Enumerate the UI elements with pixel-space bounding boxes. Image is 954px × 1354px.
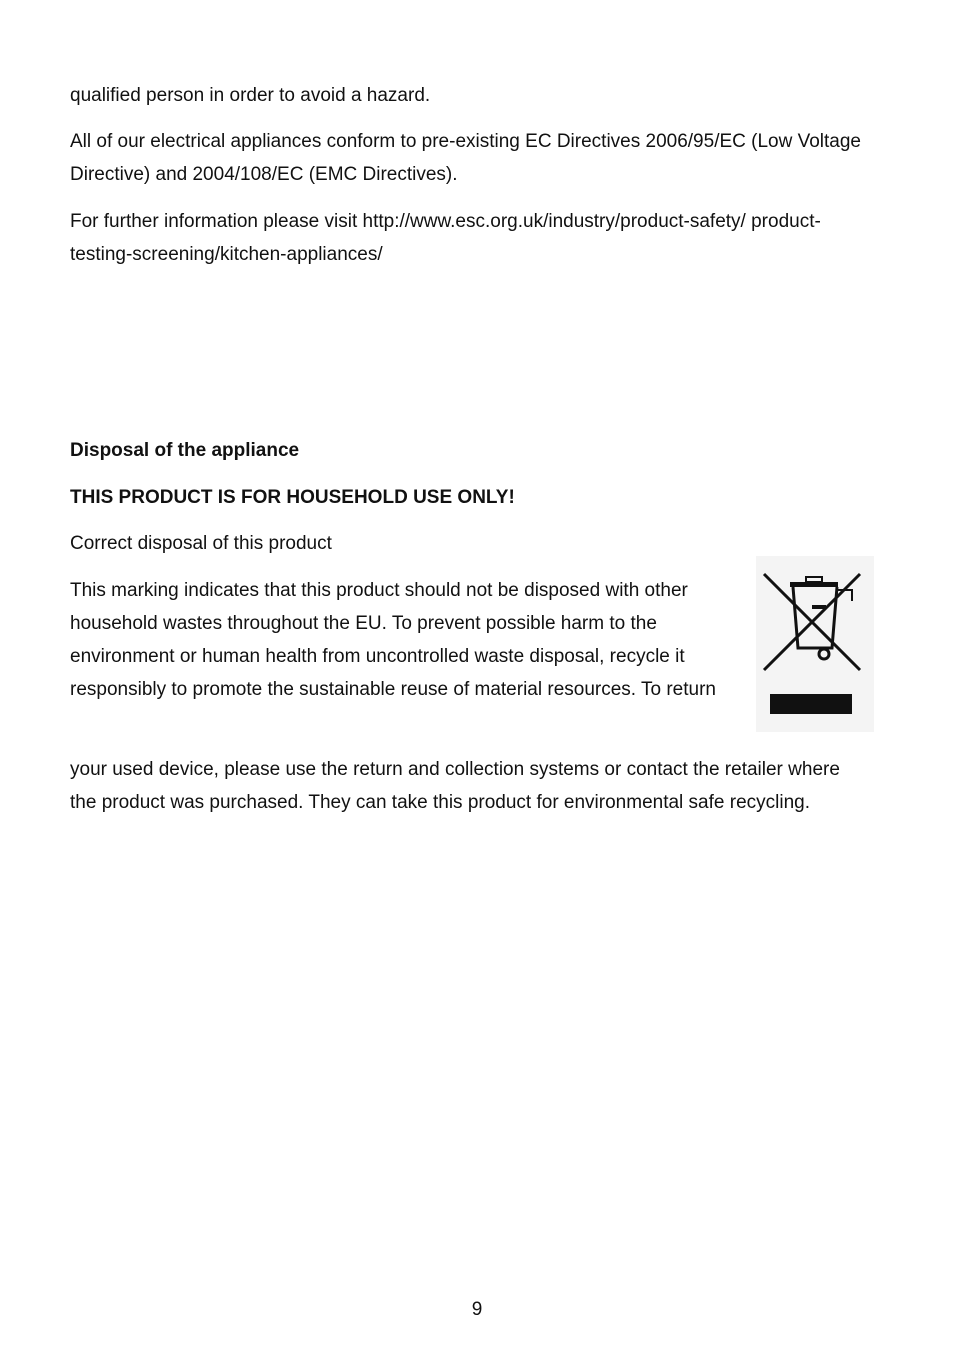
paragraph-marking-indicates: This marking indicates that this product should not be disposed with other household wastes throughout the EU. To prevent possible harm to the environment or human health from uncontrolled waste disposal, recycle it responsibly to promote the sustainable reuse of material resources. To return xyxy=(70,580,716,700)
paragraph-ec-directives: All of our electrical appliances conform to pre-existing EC Directives 2006/95/EC (Low Voltage Directive) and 2004/108/EC (EMC Directives). xyxy=(70,131,861,185)
paragraph-qualified-person: qualified person in order to avoid a hazard. xyxy=(70,85,431,106)
heading-disposal: Disposal of the appliance xyxy=(70,440,300,461)
paragraph-return-device: your used device, please use the return and collection systems or contact the retailer where the product was purchased. They can take this product for environmental safe recycling. xyxy=(70,759,840,813)
weee-symbol-graphic xyxy=(756,556,874,732)
page-number: 9 xyxy=(471,1299,483,1320)
paragraph-correct-disposal: Correct disposal of this product xyxy=(70,533,332,554)
weee-crossed-out-bin-icon xyxy=(756,556,874,732)
paragraph-further-information: For further information please visit http://www.esc.org.uk/industry/product-safety/ product-testing-screening/kitchen-appliances/ xyxy=(70,211,821,265)
heading-household-use: THIS PRODUCT IS FOR HOUSEHOLD USE ONLY! xyxy=(70,487,515,508)
